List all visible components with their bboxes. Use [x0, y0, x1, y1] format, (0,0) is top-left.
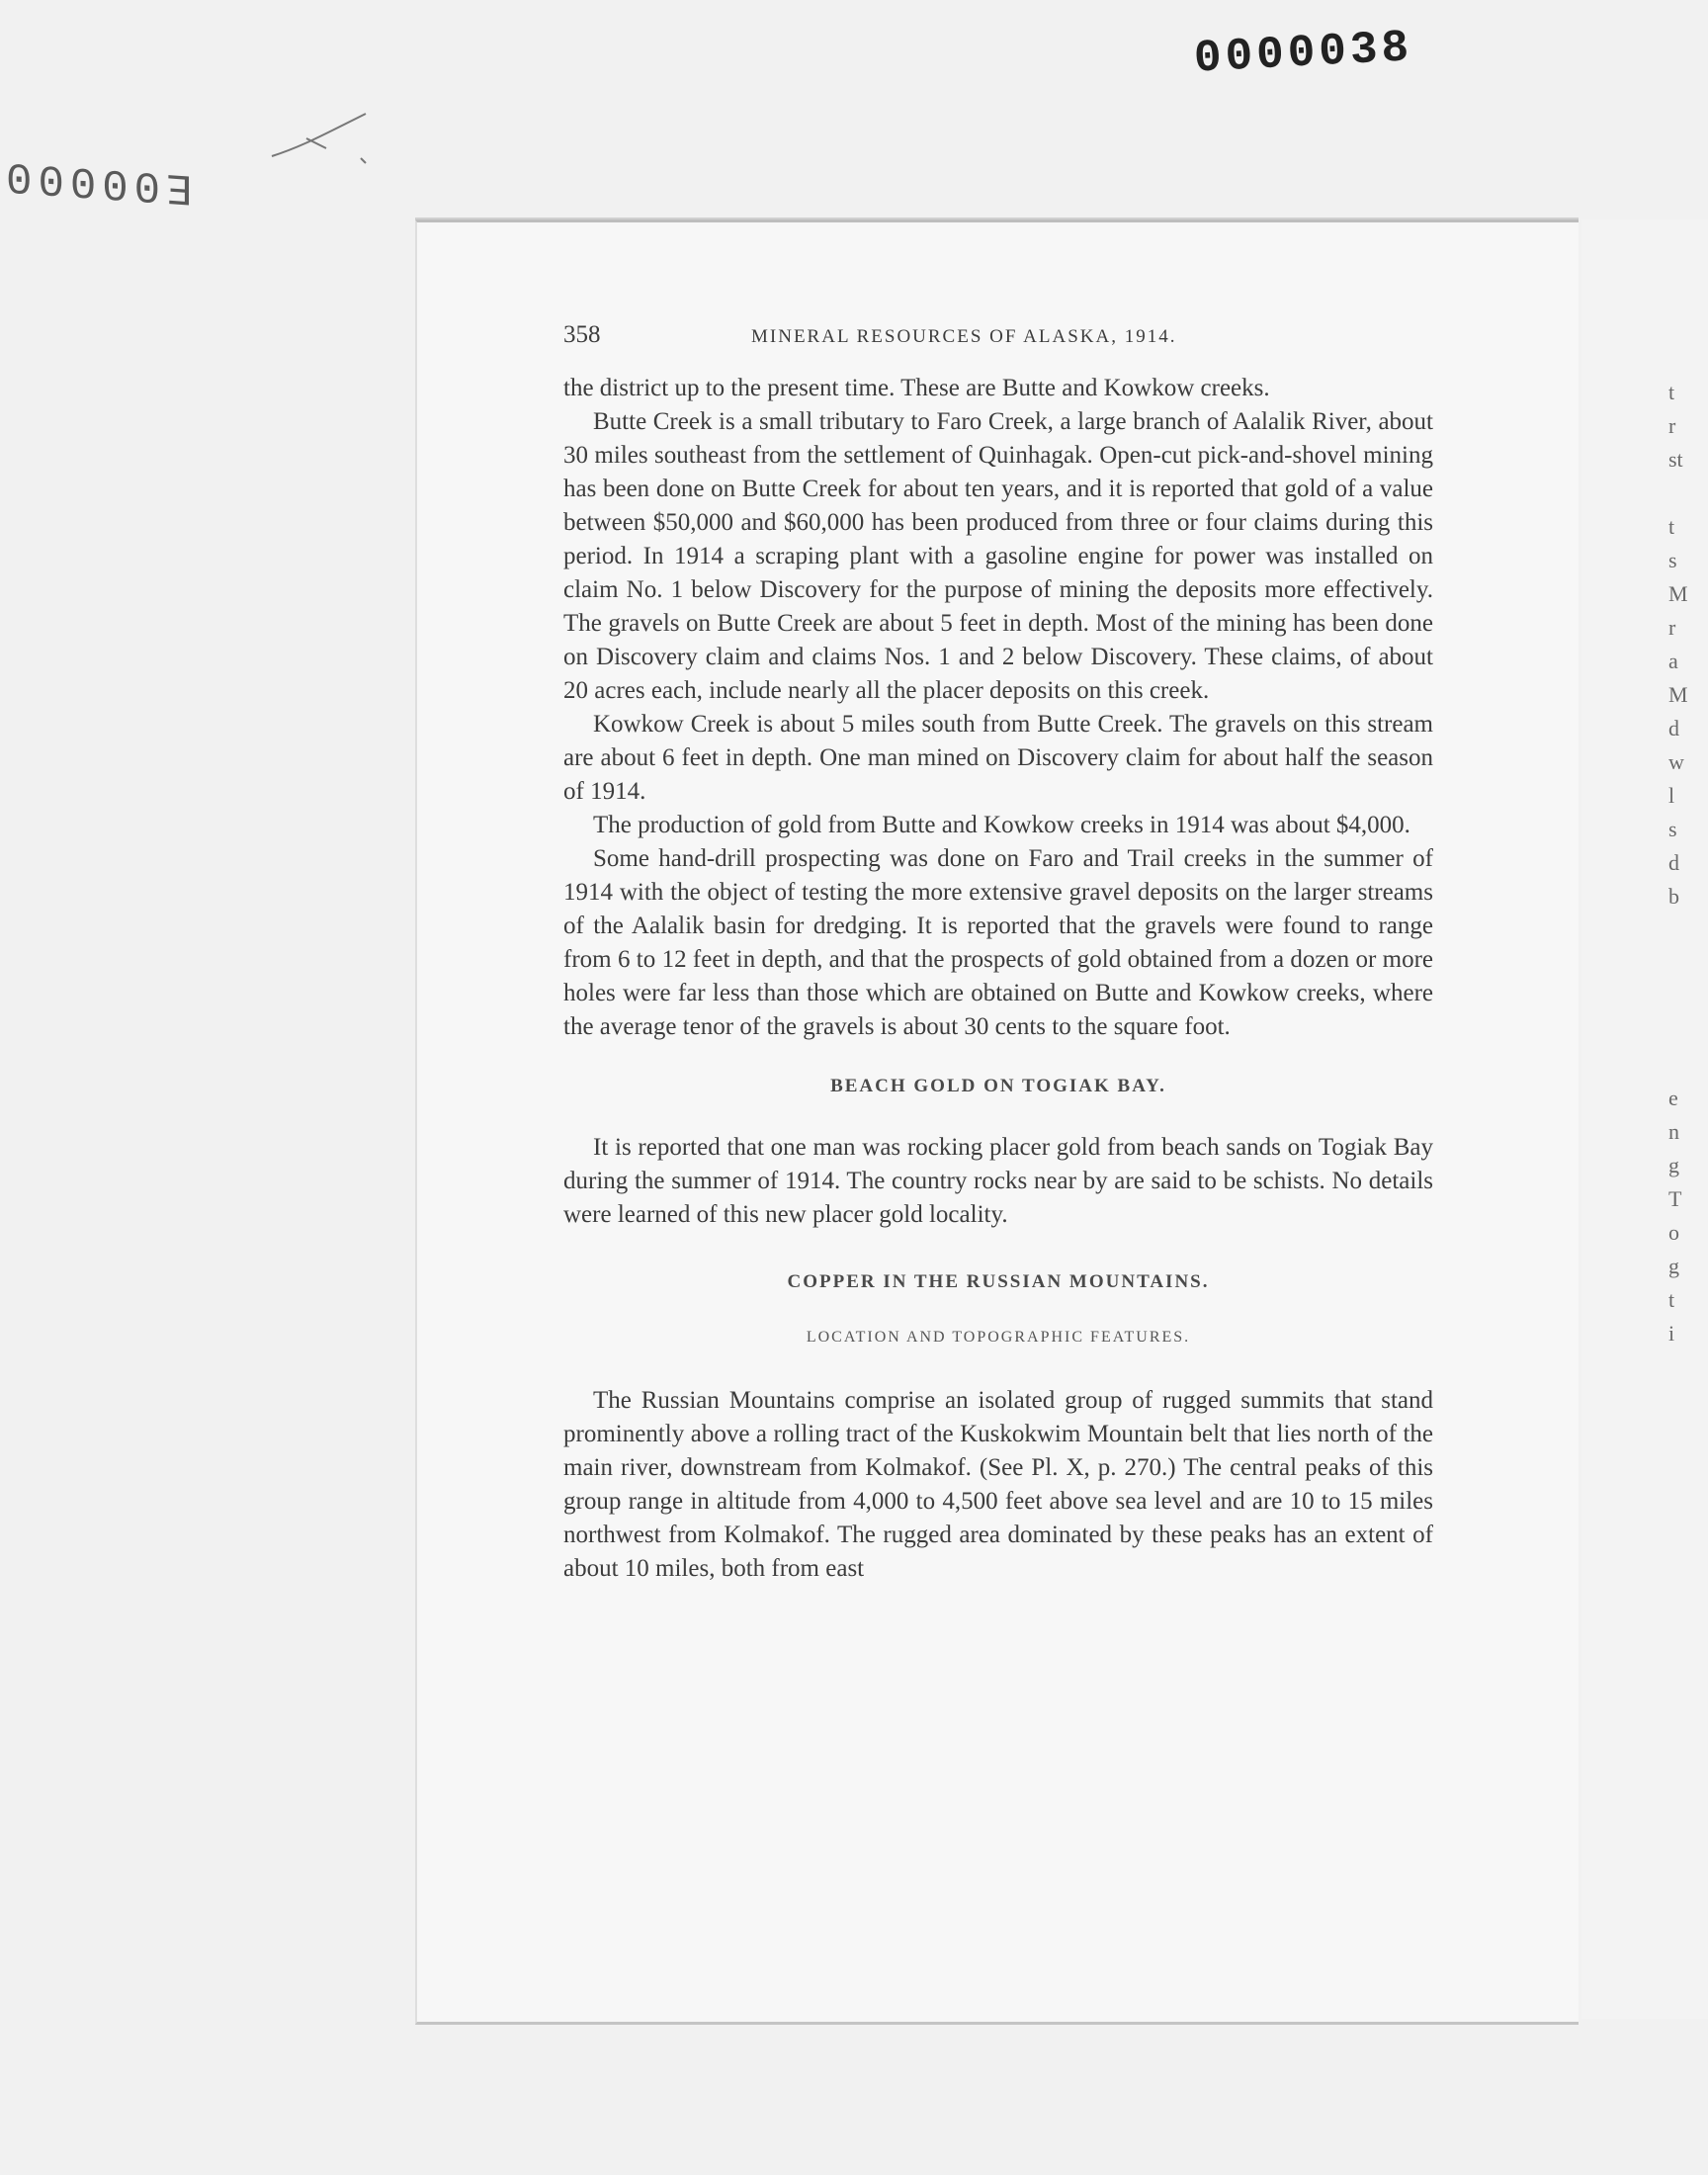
section-heading-togiak: BEACH GOLD ON TOGIAK BAY. — [830, 1076, 1166, 1096]
paragraph-butte-creek: Butte Creek is a small tributary to Faro Creek, a large branch of Aalalik River, about 30 miles southeast from the settlement of Quinhagak. Open-cut pick-and-shovel mining has been done on Butte Creek for about ten years, and it is reported that gold of a value between $50,000 and $60,000 has been produced from three or four claims during this period. In 1914 a scraping plant with a gasoline engine for power was installed on claim No. 1 below Discovery for the purpose of mining the deposits more effectively. The gravels on Butte Creek are about 5 feet in depth. Most of the mining has been done on Discovery claim and claims Nos. 1 and 2 below Discovery. These claims, of about 20 acres each, include nearly all the placer deposits on this creek. — [563, 408, 1433, 704]
paragraph-production: The production of gold from Butte and Kowkow creeks in 1914 was about $4,000. — [593, 812, 1410, 838]
edge-fragment: t — [1668, 380, 1675, 404]
edge-fragment — [1668, 1048, 1708, 1082]
paragraph-kowkow-creek: Kowkow Creek is about 5 miles south from Butte Creek. The gravels on this stream are about 6 feet in depth. One man mined on Discovery claim for about half the season of 1914. — [563, 711, 1433, 805]
edge-fragment — [1668, 914, 1708, 947]
paragraph-continued: the district up to the present time. These are Butte and Kowkow creeks. — [563, 375, 1270, 401]
edge-fragment: n — [1668, 1119, 1679, 1144]
edge-fragment: r — [1668, 615, 1676, 640]
edge-fragment — [1668, 947, 1708, 981]
edge-fragment: e — [1668, 1086, 1678, 1110]
edge-fragment: a — [1668, 649, 1678, 673]
pen-mark-icon — [267, 109, 376, 178]
edge-fragment — [1668, 1014, 1708, 1048]
edge-fragment: M — [1668, 581, 1688, 606]
edge-fragment: i — [1668, 1321, 1675, 1346]
edge-fragment: g — [1668, 1153, 1679, 1177]
subsection-heading-location: LOCATION AND TOPOGRAPHIC FEATURES. — [806, 1329, 1191, 1346]
paragraph-togiak: It is reported that one man was rocking placer gold from beach sands on Togiak Bay during the summer of 1914. The country rocks near by are said to be schists. No details were learned of this new placer gold locality. — [563, 1134, 1433, 1228]
edge-fragment: l — [1668, 783, 1675, 808]
edge-fragment — [1668, 981, 1708, 1014]
running-title: MINERAL RESOURCES OF ALASKA, 1914. — [751, 326, 1177, 347]
edge-fragment: w — [1668, 749, 1684, 774]
edge-fragment: t — [1668, 514, 1675, 539]
running-head — [563, 318, 1433, 358]
edge-fragment: b — [1668, 884, 1679, 909]
edge-fragment: r — [1668, 413, 1676, 438]
edge-fragment: st — [1668, 447, 1683, 472]
edge-fragment: d — [1668, 850, 1679, 875]
edge-fragment: s — [1668, 817, 1677, 841]
edge-fragment: s — [1668, 548, 1677, 572]
document-control-number: 0000038 — [1192, 22, 1414, 85]
edge-fragment: M — [1668, 682, 1688, 707]
section-heading-copper: COPPER IN THE RUSSIAN MOUNTAINS. — [787, 1271, 1210, 1292]
edge-fragment — [1668, 477, 1708, 510]
edge-fragment: T — [1668, 1186, 1682, 1211]
page-text-column — [563, 318, 1433, 1586]
edge-fragment: g — [1668, 1254, 1679, 1278]
paragraph-prospecting: Some hand-drill prospecting was done on Faro and Trail creeks in the summer of 1914 with the object of testing the more extensive gravel deposits on the larger streams of the Aalalik basin for dredging. It is reported that the gravels were found to range from 6 to 12 feet in depth, and that the prospects of gold obtained from a dozen or more holes were far less than those which are obtained on Butte and Kowkow creeks, where the average tenor of the gravels is about 30 cents to the square foot. — [563, 845, 1433, 1040]
edge-fragment: d — [1668, 716, 1679, 740]
adjacent-page-edge-text — [1668, 376, 1708, 1350]
paragraph-russian-mountains: The Russian Mountains comprise an isolated group of rugged summits that stand prominently above a rolling tract of the Kuskokwim Mountain belt that lies north of the main river, downstream from Kolmakof. (See Pl. X, p. 270.) The central peaks of this group range in altitude from 4,000 to 4,500 feet above sea level and are 10 to 15 miles northwest from Kolmakof. The rugged area dominated by these peaks has an extent of about 10 miles, both from east — [563, 1387, 1433, 1582]
edge-fragment: t — [1668, 1287, 1675, 1312]
mirrored-stamp-number: E00000 — [0, 149, 193, 213]
page-number: 358 — [563, 321, 601, 348]
edge-fragment: o — [1668, 1220, 1679, 1245]
